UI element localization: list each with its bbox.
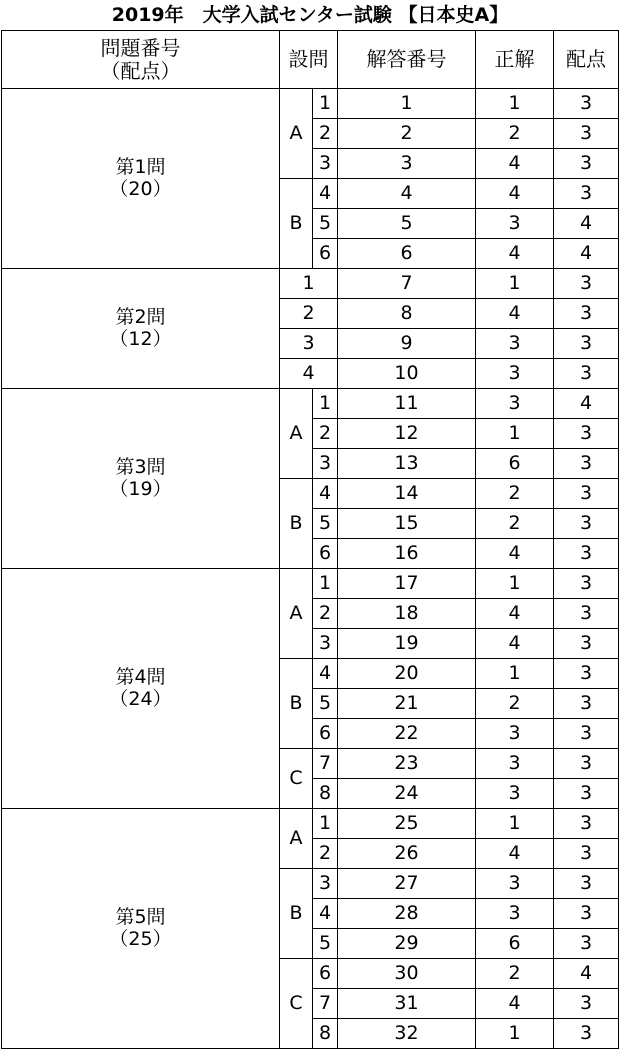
answer-no-cell: 19 xyxy=(338,629,476,659)
points-cell: 3 xyxy=(554,569,619,599)
correct-answer-cell: 2 xyxy=(476,509,554,539)
correct-answer-cell: 3 xyxy=(476,359,554,389)
page-title: 2019年 大学入試センター試験 【日本史A】 xyxy=(111,4,509,26)
points-cell: 4 xyxy=(554,959,619,989)
sub-question-no: 8 xyxy=(313,1019,338,1049)
points-cell: 3 xyxy=(554,719,619,749)
question-group-label: 第2問 xyxy=(115,305,166,328)
question-group-points: （25） xyxy=(109,927,172,950)
correct-answer-cell: 4 xyxy=(476,839,554,869)
section-label: C xyxy=(280,749,313,809)
points-cell: 3 xyxy=(554,899,619,929)
correct-answer-cell: 4 xyxy=(476,239,554,269)
points-cell: 3 xyxy=(554,989,619,1019)
answer-table xyxy=(1,30,619,1049)
correct-answer-cell: 4 xyxy=(476,629,554,659)
sub-question-no: 1 xyxy=(313,389,338,419)
points-cell: 3 xyxy=(554,539,619,569)
answer-no-cell: 15 xyxy=(338,509,476,539)
answer-no-cell: 4 xyxy=(338,179,476,209)
answer-no-cell: 21 xyxy=(338,689,476,719)
correct-answer-cell: 3 xyxy=(476,749,554,779)
answer-no-cell: 5 xyxy=(338,209,476,239)
sub-question-no: 2 xyxy=(313,119,338,149)
table-row xyxy=(2,269,619,299)
points-cell: 4 xyxy=(554,239,619,269)
question-group-label: 第3問 xyxy=(115,455,166,478)
sub-question-no: 3 xyxy=(280,329,338,359)
header-points: 配点 xyxy=(554,31,619,89)
question-group-cell xyxy=(2,89,280,269)
points-cell: 3 xyxy=(554,1019,619,1049)
sub-question-no: 1 xyxy=(280,269,338,299)
section-label: A xyxy=(280,89,313,179)
correct-answer-cell: 4 xyxy=(476,149,554,179)
answer-no-cell: 3 xyxy=(338,149,476,179)
answer-no-cell: 1 xyxy=(338,89,476,119)
correct-answer-cell: 4 xyxy=(476,299,554,329)
sub-question-no: 4 xyxy=(313,179,338,209)
sub-question-no: 2 xyxy=(313,839,338,869)
correct-answer-cell: 2 xyxy=(476,479,554,509)
points-cell: 3 xyxy=(554,269,619,299)
answer-no-cell: 24 xyxy=(338,779,476,809)
correct-answer-cell: 3 xyxy=(476,389,554,419)
points-cell: 3 xyxy=(554,479,619,509)
section-label: A xyxy=(280,569,313,659)
question-group-cell xyxy=(2,389,280,569)
points-cell: 3 xyxy=(554,659,619,689)
correct-answer-cell: 1 xyxy=(476,419,554,449)
points-cell: 3 xyxy=(554,89,619,119)
points-cell: 3 xyxy=(554,809,619,839)
sub-question-no: 1 xyxy=(313,809,338,839)
points-cell: 3 xyxy=(554,329,619,359)
correct-answer-cell: 1 xyxy=(476,569,554,599)
section-label: C xyxy=(280,959,313,1049)
question-group-points: （20） xyxy=(109,177,172,200)
correct-answer-cell: 4 xyxy=(476,599,554,629)
question-group-points: （19） xyxy=(109,477,172,500)
correct-answer-cell: 6 xyxy=(476,449,554,479)
sub-question-no: 1 xyxy=(313,569,338,599)
section-label: A xyxy=(280,389,313,479)
points-cell: 3 xyxy=(554,869,619,899)
answer-no-cell: 27 xyxy=(338,869,476,899)
section-label: B xyxy=(280,659,313,749)
correct-answer-cell: 6 xyxy=(476,929,554,959)
points-cell: 3 xyxy=(554,509,619,539)
sub-question-no: 2 xyxy=(313,419,338,449)
sub-question-no: 4 xyxy=(313,899,338,929)
answer-no-cell: 28 xyxy=(338,899,476,929)
correct-answer-cell: 3 xyxy=(476,719,554,749)
sub-question-no: 7 xyxy=(313,749,338,779)
answer-no-cell: 23 xyxy=(338,749,476,779)
sub-question-no: 3 xyxy=(313,869,338,899)
header-question-no-line1: 問題番号 xyxy=(100,35,181,60)
sub-question-no: 5 xyxy=(313,209,338,239)
answer-no-cell: 2 xyxy=(338,119,476,149)
correct-answer-cell: 3 xyxy=(476,329,554,359)
sub-question-no: 4 xyxy=(280,359,338,389)
question-group-label: 第1問 xyxy=(115,155,166,178)
answer-no-cell: 7 xyxy=(338,269,476,299)
sub-question-no: 2 xyxy=(280,299,338,329)
answer-no-cell: 11 xyxy=(338,389,476,419)
points-cell: 3 xyxy=(554,689,619,719)
table-row xyxy=(2,89,619,119)
correct-answer-cell: 2 xyxy=(476,959,554,989)
sub-question-no: 3 xyxy=(313,149,338,179)
correct-answer-cell: 4 xyxy=(476,539,554,569)
correct-answer-cell: 3 xyxy=(476,869,554,899)
answer-no-cell: 20 xyxy=(338,659,476,689)
points-cell: 3 xyxy=(554,599,619,629)
points-cell: 3 xyxy=(554,629,619,659)
sub-question-no: 8 xyxy=(313,779,338,809)
sub-question-no: 5 xyxy=(313,929,338,959)
sub-question-no: 6 xyxy=(313,959,338,989)
header-answer-no: 解答番号 xyxy=(338,31,476,89)
section-label: B xyxy=(280,479,313,569)
answer-no-cell: 22 xyxy=(338,719,476,749)
sub-question-no: 7 xyxy=(313,989,338,1019)
answer-no-cell: 13 xyxy=(338,449,476,479)
points-cell: 3 xyxy=(554,839,619,869)
correct-answer-cell: 1 xyxy=(476,1019,554,1049)
question-group-cell xyxy=(2,809,280,1049)
answer-no-cell: 6 xyxy=(338,239,476,269)
table-body xyxy=(2,89,619,1049)
answer-no-cell: 18 xyxy=(338,599,476,629)
points-cell: 3 xyxy=(554,299,619,329)
answer-no-cell: 12 xyxy=(338,419,476,449)
correct-answer-cell: 4 xyxy=(476,989,554,1019)
question-group-label: 第4問 xyxy=(115,665,166,688)
points-cell: 3 xyxy=(554,119,619,149)
answer-no-cell: 10 xyxy=(338,359,476,389)
header-question-no xyxy=(2,31,280,89)
sub-question-no: 3 xyxy=(313,449,338,479)
table-header-row xyxy=(2,31,619,89)
answer-no-cell: 29 xyxy=(338,929,476,959)
correct-answer-cell: 1 xyxy=(476,659,554,689)
points-cell: 3 xyxy=(554,149,619,179)
question-group-label: 第5問 xyxy=(115,905,166,928)
sub-question-no: 6 xyxy=(313,539,338,569)
answer-no-cell: 17 xyxy=(338,569,476,599)
points-cell: 4 xyxy=(554,209,619,239)
sub-question-no: 1 xyxy=(313,89,338,119)
sub-question-no: 3 xyxy=(313,629,338,659)
header-question-no-line2: （配点） xyxy=(100,58,181,83)
points-cell: 3 xyxy=(554,359,619,389)
question-group-cell xyxy=(2,569,280,809)
answer-no-cell: 9 xyxy=(338,329,476,359)
points-cell: 3 xyxy=(554,929,619,959)
section-label: A xyxy=(280,809,313,869)
answer-no-cell: 25 xyxy=(338,809,476,839)
answer-no-cell: 31 xyxy=(338,989,476,1019)
section-label: B xyxy=(280,869,313,959)
answer-no-cell: 30 xyxy=(338,959,476,989)
header-correct: 正解 xyxy=(476,31,554,89)
correct-answer-cell: 3 xyxy=(476,209,554,239)
correct-answer-cell: 3 xyxy=(476,899,554,929)
sub-question-no: 6 xyxy=(313,719,338,749)
sub-question-no: 2 xyxy=(313,599,338,629)
answer-no-cell: 26 xyxy=(338,839,476,869)
answer-no-cell: 8 xyxy=(338,299,476,329)
correct-answer-cell: 3 xyxy=(476,779,554,809)
points-cell: 3 xyxy=(554,419,619,449)
points-cell: 4 xyxy=(554,389,619,419)
points-cell: 3 xyxy=(554,749,619,779)
table-row xyxy=(2,809,619,839)
section-label: B xyxy=(280,179,313,269)
correct-answer-cell: 2 xyxy=(476,689,554,719)
table-row xyxy=(2,569,619,599)
sub-question-no: 4 xyxy=(313,479,338,509)
correct-answer-cell: 1 xyxy=(476,809,554,839)
sub-question-no: 4 xyxy=(313,659,338,689)
correct-answer-cell: 1 xyxy=(476,89,554,119)
answer-no-cell: 16 xyxy=(338,539,476,569)
correct-answer-cell: 2 xyxy=(476,119,554,149)
table-row xyxy=(2,389,619,419)
answer-no-cell: 14 xyxy=(338,479,476,509)
question-group-points: （24） xyxy=(109,687,172,710)
answer-no-cell: 32 xyxy=(338,1019,476,1049)
question-group-points: （12） xyxy=(109,327,172,350)
header-setsumon: 設問 xyxy=(280,31,338,89)
sub-question-no: 5 xyxy=(313,509,338,539)
points-cell: 3 xyxy=(554,449,619,479)
points-cell: 3 xyxy=(554,179,619,209)
sub-question-no: 5 xyxy=(313,689,338,719)
sub-question-no: 6 xyxy=(313,239,338,269)
correct-answer-cell: 4 xyxy=(476,179,554,209)
points-cell: 3 xyxy=(554,779,619,809)
correct-answer-cell: 1 xyxy=(476,269,554,299)
question-group-cell xyxy=(2,269,280,389)
